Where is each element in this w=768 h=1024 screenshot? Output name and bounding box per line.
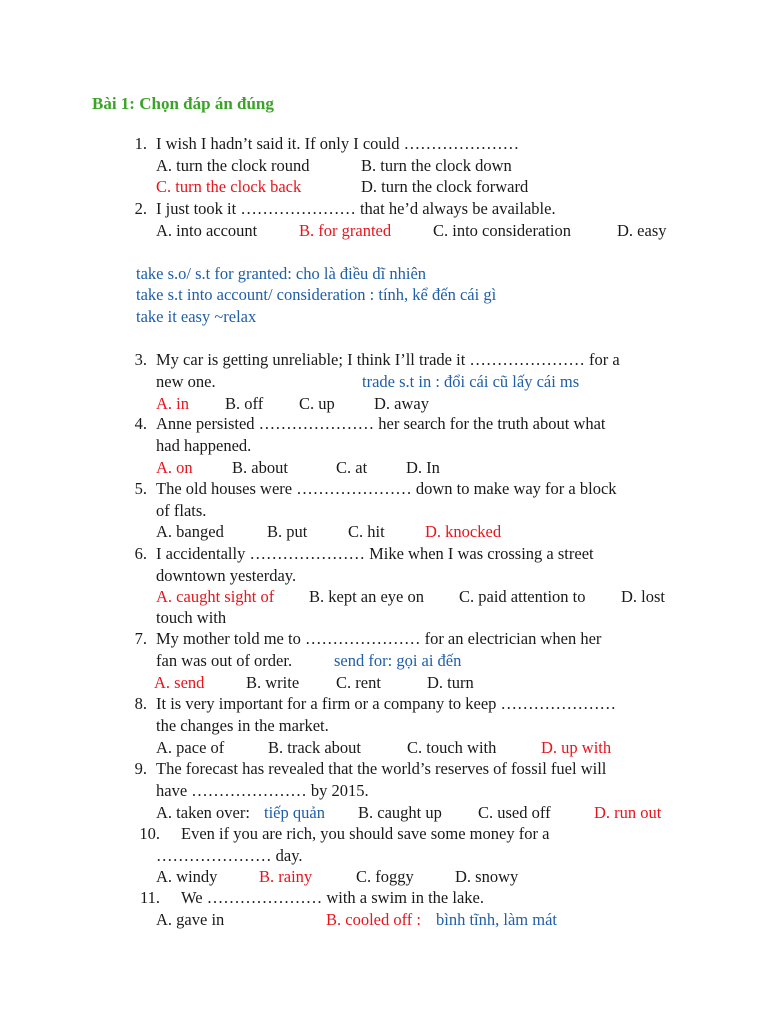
option-a-correct: A. send	[154, 673, 205, 692]
option-c: C. up	[299, 394, 335, 413]
option-a-correct: A. in	[156, 394, 189, 413]
option-d-correct: D. run out	[594, 803, 662, 822]
option-a: A. taken over:	[156, 803, 250, 822]
question-stem: My mother told me to ………………… for an electrician when her	[156, 629, 602, 648]
option-b: B. off	[225, 394, 264, 413]
option-c: C. used off	[478, 803, 551, 822]
option-c: C. into consideration	[433, 221, 571, 240]
question-stem: It is very important for a firm or a company to keep …………………	[156, 694, 617, 713]
question-stem-cont: of flats.	[156, 501, 207, 520]
option-d: D. turn the clock forward	[361, 177, 529, 196]
vocab-note: tiếp quản	[264, 803, 325, 822]
option-a: A. into account	[156, 221, 258, 240]
option-d-cont: touch with	[156, 608, 227, 627]
option-c: C. hit	[348, 522, 385, 541]
option-b: B. track about	[268, 738, 362, 757]
question-number: 6.	[134, 544, 147, 563]
question-stem-cont: ………………… day.	[156, 846, 303, 865]
question-stem: We ………………… with a swim in the lake.	[181, 888, 484, 907]
vocab-note: take it easy ~relax	[136, 307, 257, 326]
option-b-correct: B. rainy	[259, 867, 313, 886]
question-number: 4.	[134, 414, 147, 433]
option-a-correct: A. on	[156, 458, 193, 477]
option-a: A. turn the clock round	[156, 156, 310, 175]
question-stem: Anne persisted ………………… her search for the truth about what	[156, 414, 606, 433]
question-stem: I accidentally ………………… Mike when I was crossing a street	[156, 544, 594, 563]
option-b-correct: B. cooled off :	[326, 910, 422, 929]
question-stem-cont: have ………………… by 2015.	[156, 781, 369, 800]
question-stem: I wish I hadn’t said it. If only I could …………………	[156, 134, 520, 153]
vocab-note: bình tĩnh, làm mát	[436, 910, 557, 929]
option-a: A. banged	[156, 522, 224, 541]
question-number: 2.	[134, 199, 147, 218]
option-c: C. foggy	[356, 867, 414, 886]
page-title: Bài 1: Chọn đáp án đúng	[92, 94, 274, 113]
question-number: 7.	[134, 629, 147, 648]
option-b: B. about	[232, 458, 288, 477]
option-a: A. pace of	[156, 738, 225, 757]
option-c: C. at	[336, 458, 368, 477]
question-stem-cont: downtown yesterday.	[156, 566, 297, 585]
option-a: A. windy	[156, 867, 218, 886]
option-d: D. snowy	[455, 867, 519, 886]
option-c-correct: C. turn the clock back	[156, 177, 302, 196]
vocab-note: take s.t into account/ consideration : tính, kể đến cái gì	[136, 285, 497, 304]
question-stem-cont: fan was out of order.	[156, 651, 293, 670]
option-b: B. put	[267, 522, 308, 541]
option-b: B. turn the clock down	[361, 156, 512, 175]
option-b: B. kept an eye on	[309, 587, 425, 606]
option-d-correct: D. up with	[541, 738, 612, 757]
question-number: 3.	[134, 350, 147, 369]
question-stem: My car is getting unreliable; I think I’ll trade it ………………… for a	[156, 350, 620, 369]
question-stem: The forecast has revealed that the world’s reserves of fossil fuel will	[156, 759, 607, 778]
question-stem-cont: had happened.	[156, 436, 252, 455]
question-number: 10.	[139, 824, 160, 843]
question-number: 8.	[134, 694, 147, 713]
option-b: B. caught up	[358, 803, 442, 822]
option-d: D. turn	[427, 673, 474, 692]
option-c: C. paid attention to	[459, 587, 586, 606]
question-number: 9.	[134, 759, 147, 778]
option-d: D. lost	[621, 587, 666, 606]
option-d: D. easy	[617, 221, 667, 240]
option-b-correct: B. for granted	[299, 221, 392, 240]
option-c: C. touch with	[407, 738, 497, 757]
vocab-note: take s.o/ s.t for granted: cho là điều dĩ nhiên	[136, 264, 427, 283]
option-c: C. rent	[336, 673, 381, 692]
option-d: D. away	[374, 394, 429, 413]
option-a: A. gave in	[156, 910, 225, 929]
option-a-correct: A. caught sight of	[156, 587, 275, 606]
question-stem: I just took it ………………… that he’d always be available.	[156, 199, 556, 218]
question-stem-cont: new one.	[156, 372, 216, 391]
vocab-note: trade s.t in : đổi cái cũ lấy cái ms	[362, 372, 580, 391]
option-b: B. write	[246, 673, 300, 692]
vocab-note: send for: gọi ai đến	[334, 651, 462, 670]
question-stem: The old houses were ………………… down to make way for a block	[156, 479, 617, 498]
option-d: D. In	[406, 458, 440, 477]
question-stem-cont: the changes in the market.	[156, 716, 329, 735]
question-number: 1.	[134, 134, 147, 153]
option-d-correct: D. knocked	[425, 522, 502, 541]
question-number: 5.	[134, 479, 147, 498]
question-number: 11.	[139, 888, 160, 907]
question-stem: Even if you are rich, you should save some money for a	[181, 824, 550, 843]
